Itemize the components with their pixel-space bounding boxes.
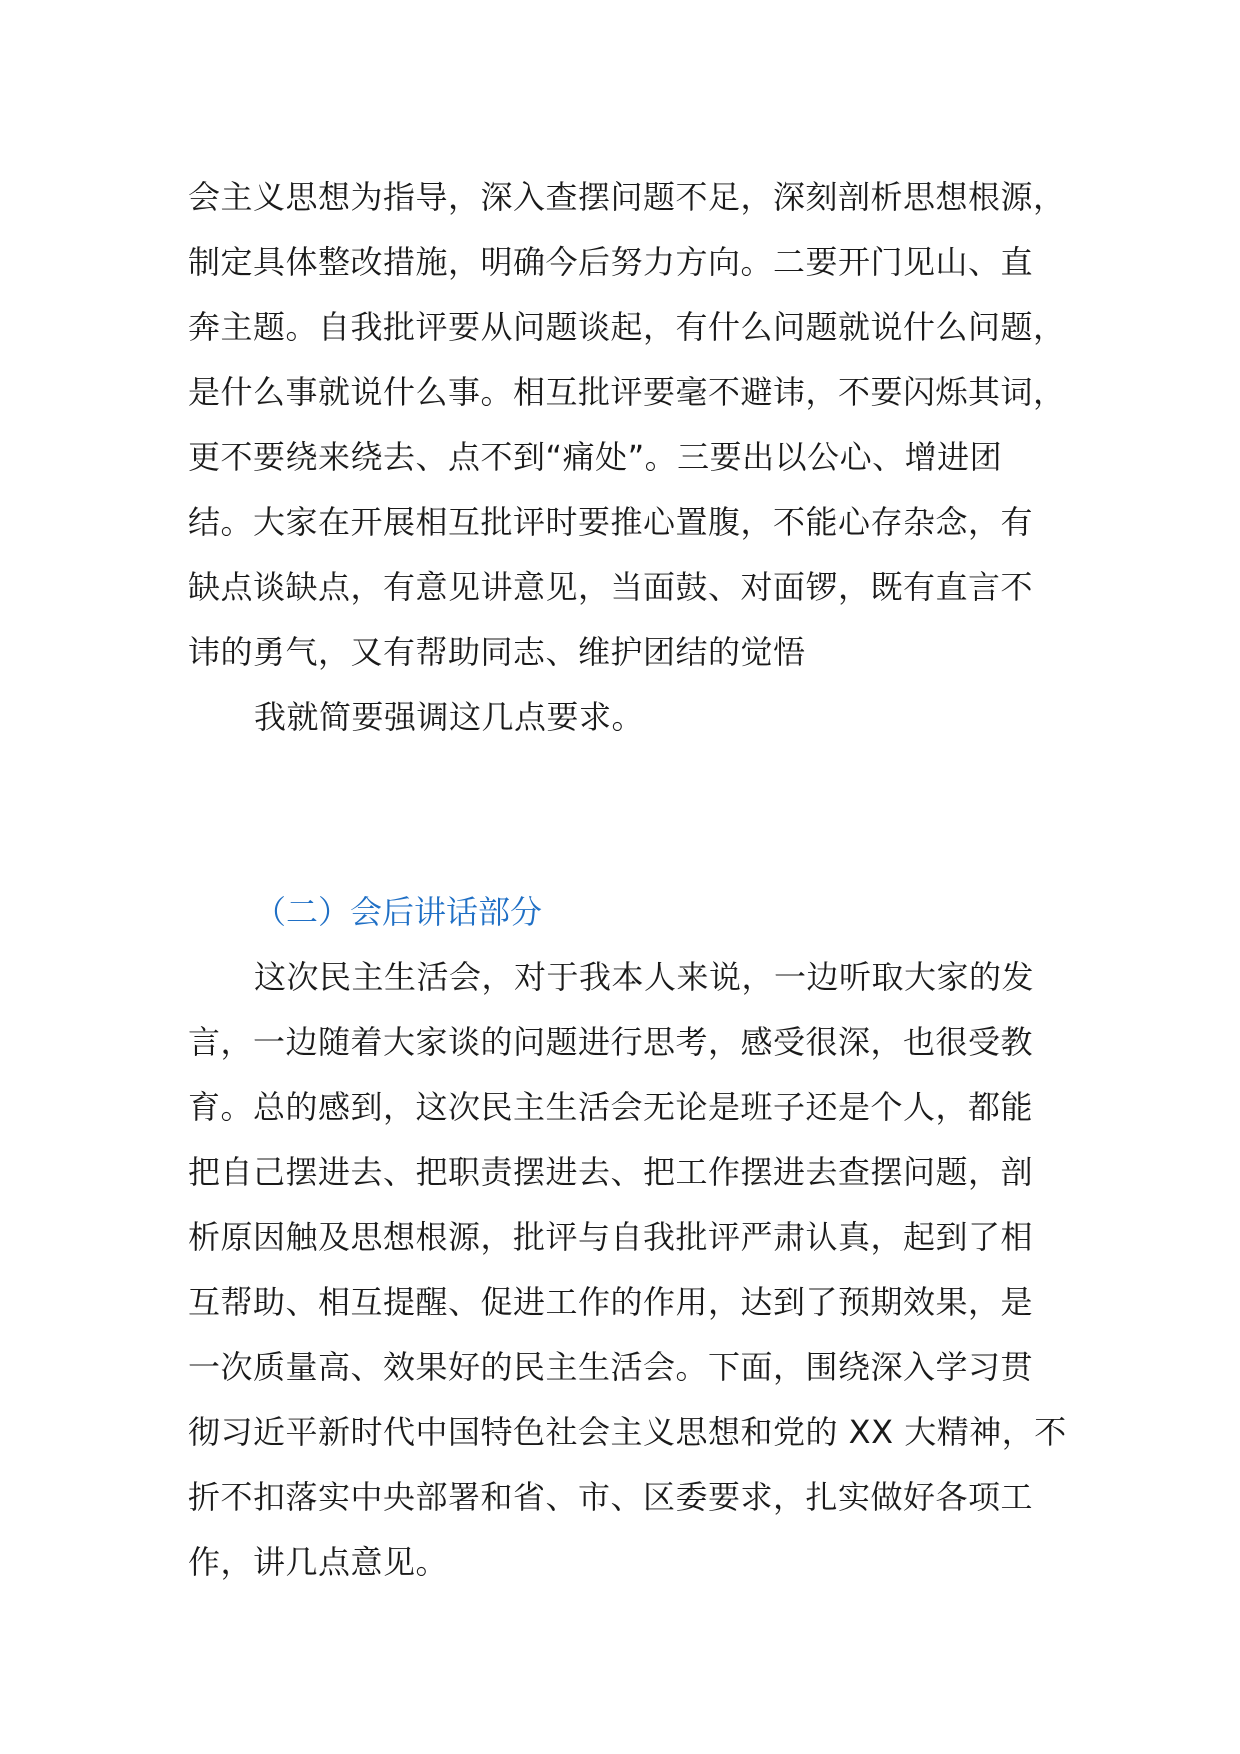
text-line: 彻习近平新时代中国特色社会主义思想和党的 XX 大精神，不 <box>188 1413 1067 1451</box>
text-line: 把自己摆进去、把职责摆进去、把工作摆进去查摆问题，剖 <box>188 1153 1034 1191</box>
paragraph-block-requirements <box>188 165 1068 750</box>
text-line: 奔主题。自我批评要从问题谈起，有什么问题就说什么问题， <box>188 308 1066 346</box>
text-line: 言，一边随着大家谈的问题进行思考，感受很深，也很受教 <box>188 1023 1034 1061</box>
text-line: 一次质量高、效果好的民主生活会。下面，围绕深入学习贯 <box>188 1348 1034 1386</box>
text-line: 互帮助、相互提醒、促进工作的作用，达到了预期效果，是 <box>188 1283 1034 1321</box>
section-heading: （二）会后讲话部分 <box>254 893 543 931</box>
text-line: 育。总的感到，这次民主生活会无论是班子还是个人，都能 <box>188 1088 1034 1126</box>
text-line: 作，讲几点意见。 <box>188 1543 449 1581</box>
text-line: 更不要绕来绕去、点不到“痛处”。三要出以公心、增进团 <box>188 438 1003 476</box>
text-line: 制定具体整改措施，明确今后努力方向。二要开门见山、直 <box>188 243 1034 281</box>
text-line: 析原因触及思想根源，批评与自我批评严肃认真，起到了相 <box>188 1218 1034 1256</box>
text-line: 这次民主生活会，对于我本人来说，一边听取大家的发 <box>254 958 1035 996</box>
paragraph-block-post-meeting-speech <box>188 945 1068 1595</box>
text-line: 结。大家在开展相互批评时要推心置腹，不能心存杂念，有 <box>188 503 1034 541</box>
text-line: 缺点谈缺点，有意见讲意见，当面鼓、对面锣，既有直言不 <box>188 568 1034 606</box>
text-line: 讳的勇气，又有帮助同志、维护团结的觉悟 <box>188 633 806 671</box>
text-line: 折不扣落实中央部署和省、市、区委要求，扎实做好各项工 <box>188 1478 1034 1516</box>
text-line: 会主义思想为指导，深入查摆问题不足，深刻剖析思想根源， <box>188 178 1066 216</box>
closing-sentence: 我就简要强调这几点要求。 <box>254 698 645 736</box>
text-line: 是什么事就说什么事。相互批评要毫不避讳，不要闪烁其词， <box>188 373 1066 411</box>
